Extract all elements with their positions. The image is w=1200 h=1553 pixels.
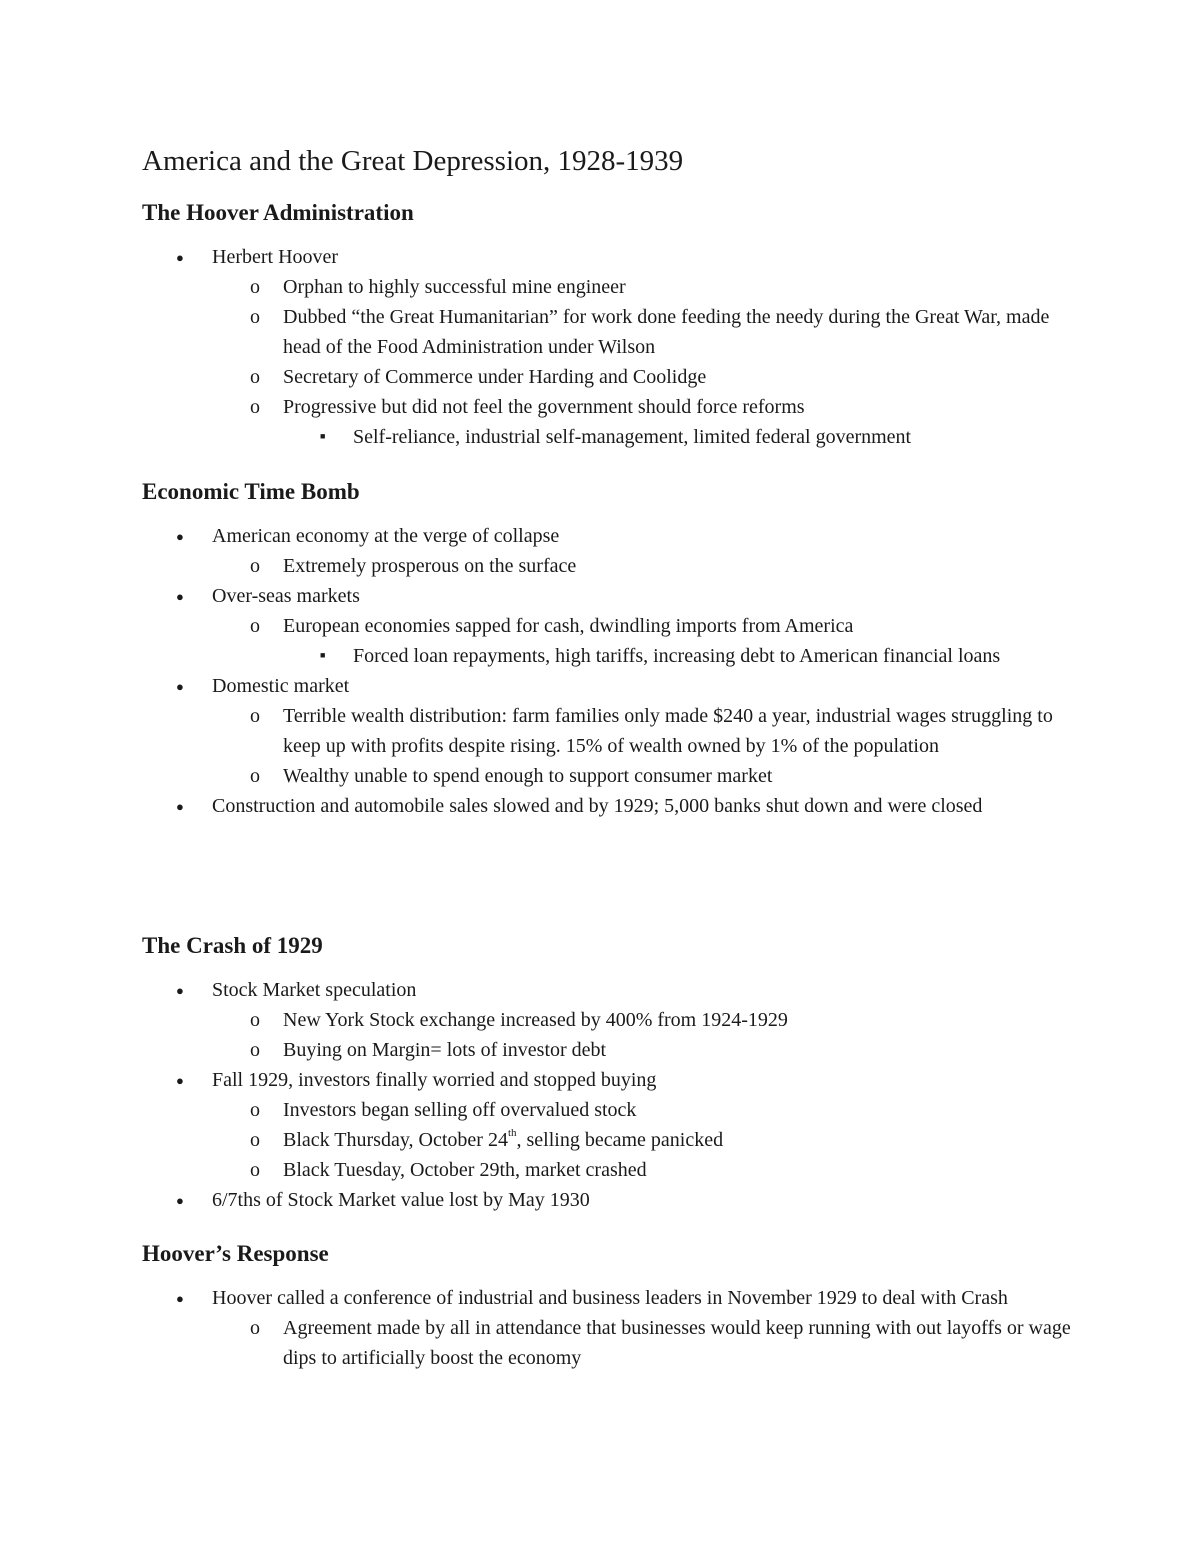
list-item <box>212 1035 1072 1065</box>
section-heading: Economic Time Bomb <box>142 479 360 504</box>
list-item-text: Terrible wealth distribution: farm families only made $240 a year, industrial wages struggling to keep up with profits despite rising. 15% of wealth owned by 1% of the population <box>283 705 1053 757</box>
list-item <box>283 641 1072 671</box>
bullet-circle-icon <box>250 1035 260 1065</box>
list-item-text-continued: , selling became panicked <box>516 1129 724 1151</box>
section-body <box>142 242 1072 452</box>
list-item <box>142 242 1072 452</box>
bullet-circle-icon <box>250 302 260 332</box>
bullet-disc-icon <box>176 1065 184 1098</box>
list-item-text: Hoover called a conference of industrial and business leaders in November 1929 to deal with Crash <box>212 1287 1008 1309</box>
list-item <box>142 671 1072 791</box>
list-item-text: Stock Market speculation <box>212 979 417 1001</box>
bullet-disc-icon <box>176 791 184 824</box>
bullet-list-level-1 <box>142 1283 1072 1373</box>
document-title: America and the Great Depression, 1928-1939 <box>142 145 684 177</box>
list-item <box>212 1125 1072 1155</box>
list-item-text: American economy at the verge of collapse <box>212 525 560 547</box>
bullet-circle-icon <box>250 761 260 791</box>
list-item-text: Orphan to highly successful mine engineer <box>283 276 626 298</box>
list-item-text: Herbert Hoover <box>212 246 339 268</box>
list-item-text: Secretary of Commerce under Harding and Coolidge <box>283 366 707 388</box>
section-heading: The Crash of 1929 <box>142 933 323 958</box>
list-item-text: Self-reliance, industrial self-management, limited federal government <box>353 426 912 448</box>
list-item-text: Construction and automobile sales slowed and by 1929; 5,000 banks shut down and were closed <box>212 795 983 817</box>
section-body <box>142 1283 1072 1373</box>
list-item <box>142 521 1072 581</box>
bullet-square-icon <box>320 641 325 674</box>
list-item <box>142 581 1072 671</box>
bullet-circle-icon <box>250 362 260 392</box>
bullet-circle-icon <box>250 1313 260 1343</box>
section-hoover-administration <box>142 197 1072 452</box>
list-item-text: Wealthy unable to spend enough to support consumer market <box>283 765 773 787</box>
bullet-circle-icon <box>250 611 260 641</box>
ordinal-suffix: th <box>507 1127 517 1140</box>
bullet-disc-icon <box>176 581 184 614</box>
list-item <box>212 761 1072 791</box>
list-item <box>142 1283 1072 1373</box>
list-item <box>212 1155 1072 1185</box>
bullet-circle-icon <box>250 1005 260 1035</box>
list-item <box>212 302 1072 362</box>
bullet-circle-icon <box>250 551 260 581</box>
list-item-text: Black Thursday, October 24 <box>283 1129 508 1151</box>
bullet-circle-icon <box>250 1155 260 1185</box>
list-item-text: Agreement made by all in attendance that businesses would keep running with out layoffs or wage dips to artificially boost the economy <box>283 1317 1071 1369</box>
list-item <box>212 1095 1072 1125</box>
list-item-text: Black Tuesday, October 29th, market crashed <box>283 1159 647 1181</box>
list-item-text: Domestic market <box>212 675 350 697</box>
bullet-circle-icon <box>250 1125 260 1155</box>
list-item <box>142 975 1072 1065</box>
list-item <box>283 422 1072 452</box>
list-item-text: New York Stock exchange increased by 400% from 1924-1929 <box>283 1009 788 1031</box>
bullet-list-level-1 <box>142 521 1072 821</box>
list-item-text: European economies sapped for cash, dwindling imports from America <box>283 615 854 637</box>
list-item <box>212 392 1072 452</box>
bullet-disc-icon <box>176 975 184 1008</box>
list-item-text: Over-seas markets <box>212 585 360 607</box>
bullet-square-icon <box>320 422 325 455</box>
list-item <box>212 1313 1072 1373</box>
list-item <box>212 611 1072 671</box>
bullet-list-level-1 <box>142 975 1072 1215</box>
bullet-list-level-2 <box>212 611 1072 671</box>
section-body <box>142 521 1072 821</box>
bullet-list-level-2 <box>212 272 1072 452</box>
bullet-list-level-1 <box>142 242 1072 452</box>
list-item <box>142 1185 1072 1215</box>
section-hoovers-response <box>142 1238 1072 1373</box>
list-item-text: Fall 1929, investors finally worried and stopped buying <box>212 1069 657 1091</box>
bullet-circle-icon <box>250 1095 260 1125</box>
list-item <box>212 272 1072 302</box>
bullet-list-level-2 <box>212 1313 1072 1373</box>
bullet-disc-icon <box>176 1283 184 1316</box>
section-heading: The Hoover Administration <box>142 200 414 225</box>
section-economic-time-bomb <box>142 476 1072 821</box>
list-item-text: 6/7ths of Stock Market value lost by May 1930 <box>212 1189 590 1211</box>
section-heading: Hoover’s Response <box>142 1241 329 1266</box>
bullet-disc-icon <box>176 1185 184 1218</box>
list-item <box>212 362 1072 392</box>
list-item-text: Buying on Margin= lots of investor debt <box>283 1039 607 1061</box>
section-body <box>142 975 1072 1215</box>
bullet-circle-icon <box>250 701 260 731</box>
list-item <box>142 1065 1072 1185</box>
bullet-list-level-3 <box>283 422 1072 452</box>
list-item-text: Forced loan repayments, high tariffs, increasing debt to American financial loans <box>353 645 1001 667</box>
bullet-disc-icon <box>176 242 184 275</box>
bullet-list-level-2 <box>212 1005 1072 1065</box>
list-item <box>212 551 1072 581</box>
list-item-text: Dubbed “the Great Humanitarian” for work done feeding the needy during the Great War, made head of the Food Administration under Wilson <box>283 306 1050 358</box>
list-item <box>142 791 1072 821</box>
bullet-list-level-3 <box>283 641 1072 671</box>
list-item <box>212 701 1072 761</box>
bullet-circle-icon <box>250 392 260 422</box>
bullet-list-level-2 <box>212 701 1072 791</box>
list-item <box>212 1005 1072 1035</box>
list-item-text: Extremely prosperous on the surface <box>283 555 577 577</box>
list-item-text: Investors began selling off overvalued stock <box>283 1099 637 1121</box>
bullet-list-level-2 <box>212 551 1072 581</box>
list-item-text: Progressive but did not feel the government should force reforms <box>283 396 805 418</box>
bullet-disc-icon <box>176 521 184 554</box>
section-crash-of-1929 <box>142 930 1072 1215</box>
bullet-list-level-2 <box>212 1095 1072 1185</box>
bullet-disc-icon <box>176 671 184 704</box>
bullet-circle-icon <box>250 272 260 302</box>
